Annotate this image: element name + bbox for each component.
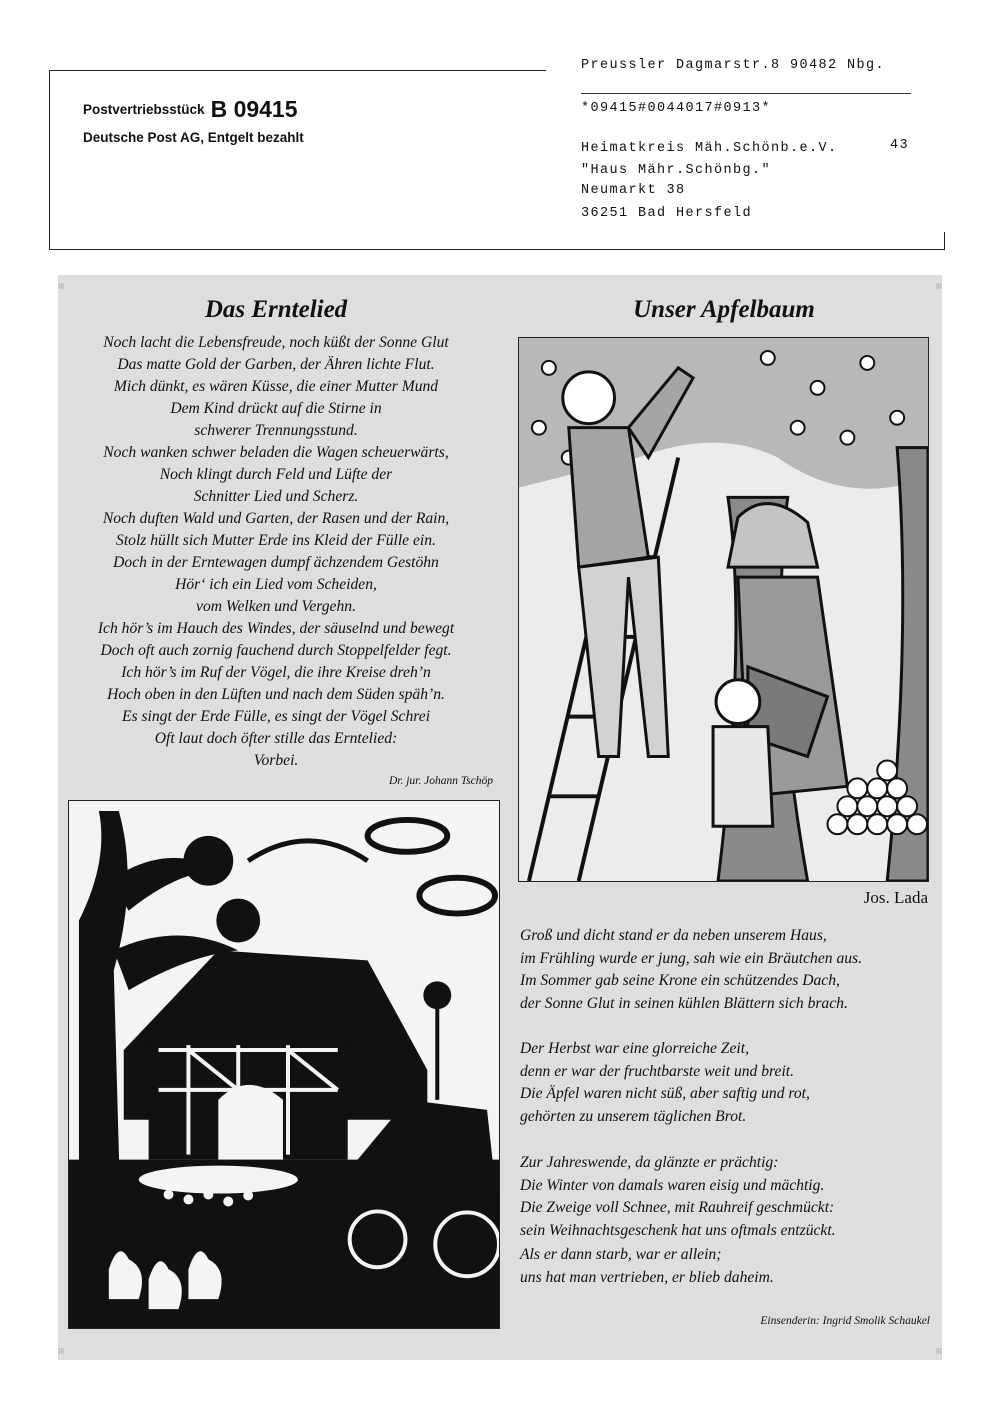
barcode-line: *09415#0044017#0913* bbox=[581, 101, 772, 116]
poem-line: Stolz hüllt sich Mutter Erde ins Kleid der Fülle ein. bbox=[116, 532, 436, 549]
poem-line: Noch wanken schwer beladen die Wagen scheuerwärts, bbox=[103, 444, 449, 461]
panel-corner-dot bbox=[58, 283, 64, 289]
poem-line: gehörten zu unserem täglichen Brot. bbox=[520, 1107, 747, 1125]
poem-apfelbaum-stanza-4 bbox=[520, 1244, 940, 1289]
postvertrieb-line bbox=[83, 96, 298, 123]
panel-corner-dot bbox=[936, 283, 942, 289]
poem-author-right: Einsenderin: Ingrid Smolik Schaukel bbox=[760, 1315, 930, 1327]
address-label bbox=[546, 44, 950, 232]
postvertrieb-label: Postvertriebsstück bbox=[83, 102, 205, 117]
poem-line: Vorbei. bbox=[253, 752, 299, 769]
poem-line: schwerer Trennungsstund. bbox=[194, 422, 358, 439]
recipient-line-3: Neumarkt 38 bbox=[581, 183, 686, 198]
poem-line: sein Weihnachtsgeschenk hat uns oftmals entzückt. bbox=[520, 1221, 836, 1239]
poem-line: Der Herbst war eine glorreiche Zeit, bbox=[520, 1040, 749, 1057]
poem-line: denn er war der fruchtbarste weit und breit. bbox=[520, 1062, 795, 1080]
poem-line: Ich hör’s im Ruf der Vögel, die ihre Kreise dreh’n bbox=[121, 664, 431, 681]
poem-line: Ich hör’s im Hauch des Windes, der säuselnd und bewegt bbox=[97, 620, 455, 637]
poem-erntelied bbox=[60, 332, 492, 772]
recipient-count: 43 bbox=[890, 138, 910, 153]
poem-line: Noch lacht die Lebensfreude, noch küßt der Sonne Glut bbox=[103, 334, 449, 351]
poem-line: Die Äpfel waren nicht süß, aber saftig und rot, bbox=[520, 1085, 810, 1102]
apple-tree-illustration-image bbox=[518, 337, 929, 882]
poem-line: Die Zweige voll Schnee, mit Rauhreif geschmückt: bbox=[520, 1199, 835, 1216]
label-divider bbox=[581, 93, 911, 94]
poem-title-apfelbaum: Unser Apfelbaum bbox=[633, 296, 815, 323]
sender-line: Preussler Dagmarstr.8 90482 Nbg. bbox=[581, 58, 886, 73]
postage-line: Deutsche Post AG, Entgelt bezahlt bbox=[83, 130, 304, 145]
panel-corner-dot bbox=[936, 1348, 942, 1354]
poem-author-left: Dr. jur. Johann Tschöp bbox=[388, 775, 493, 787]
postvertrieb-number: B 09415 bbox=[210, 96, 298, 122]
poem-apfelbaum-stanza-1 bbox=[520, 925, 940, 1015]
farmyard-silhouette-image bbox=[68, 800, 500, 1329]
poem-line: Es singt der Erde Fülle, es singt der Vögel Schrei bbox=[121, 708, 431, 725]
poem-apfelbaum-stanza-2 bbox=[520, 1038, 940, 1128]
poem-line: der Sonne Glut in seinen kühlen Blättern sich brach. bbox=[520, 994, 848, 1012]
poem-apfelbaum-stanza-3 bbox=[520, 1152, 940, 1242]
recipient-line-2: "Haus Mähr.Schönbg." bbox=[581, 163, 772, 178]
poem-line: uns hat man vertrieben, er blieb daheim. bbox=[520, 1268, 774, 1286]
poem-line: Das matte Gold der Garben, der Ähren lichte Flut. bbox=[117, 356, 435, 373]
poem-line: Hör‘ ich ein Lied vom Scheiden, bbox=[175, 576, 377, 593]
recipient-line-1: Heimatkreis Mäh.Schönb.e.V. bbox=[581, 141, 838, 156]
poem-line: vom Welken und Vergehn. bbox=[196, 598, 356, 615]
poem-line: im Frühling wurde er jung, sah wie ein Bräutchen aus. bbox=[520, 949, 863, 967]
poem-line: Noch klingt durch Feld und Lüfte der bbox=[159, 466, 393, 483]
poem-line: Doch in der Erntewagen dumpf ächzendem Gestöhn bbox=[113, 554, 439, 571]
image-caption: Jos. Lada bbox=[863, 888, 928, 907]
poem-line: Oft laut doch öfter stille das Erntelied: bbox=[154, 730, 398, 747]
poem-line: Als er dann starb, war er allein; bbox=[520, 1246, 722, 1263]
poem-line: Hoch oben in den Lüften und nach dem Süden späh’n. bbox=[107, 686, 445, 703]
poem-line: Die Winter von damals waren eisig und mächtig. bbox=[520, 1176, 825, 1194]
recipient-line-4: 36251 Bad Hersfeld bbox=[581, 206, 753, 221]
poem-line: Doch oft auch zornig fauchend durch Stoppelfelder fegt. bbox=[100, 642, 452, 659]
poem-line: Im Sommer gab seine Krone ein schützendes Dach, bbox=[520, 972, 840, 989]
poem-line: Noch duften Wald und Garten, der Rasen und der Rain, bbox=[102, 510, 450, 527]
poem-line: Zur Jahreswende, da glänzte er prächtig: bbox=[520, 1154, 779, 1171]
panel-corner-dot bbox=[58, 1348, 64, 1354]
poem-line: Mich dünkt, es wären Küsse, die einer Mutter Mund bbox=[113, 378, 439, 395]
poem-line: Dem Kind drückt auf die Stirne in bbox=[170, 400, 382, 417]
poem-title-erntelied: Das Erntelied bbox=[204, 296, 348, 323]
poem-line: Groß und dicht stand er da neben unserem Haus, bbox=[520, 927, 827, 944]
poem-line: Schnitter Lied und Scherz. bbox=[193, 488, 359, 505]
